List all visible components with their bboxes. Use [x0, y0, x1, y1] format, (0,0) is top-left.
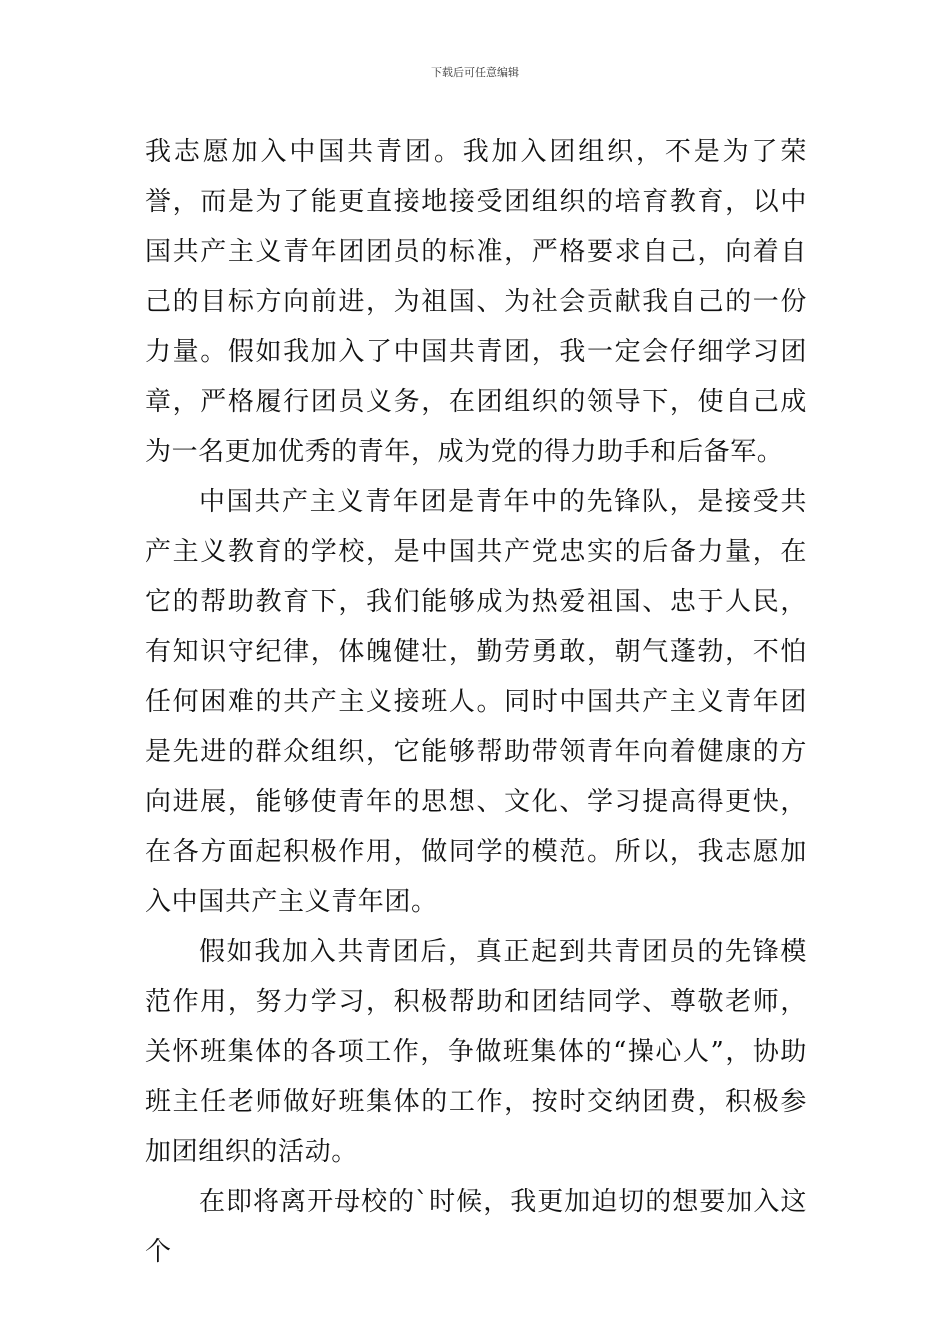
- paragraph-2: 中国共产主义青年团是青年中的先锋队，是接受共产主义教育的学校，是中国共产党忠实的后备力量，在它的帮助教育下，我们能够成为热爱祖国、忠于人民，有知识守纪律，体魄健壮，勤劳勇敢，朝气蓬勃，不怕任何困难的共产主义接班人。同时中国共产主义青年团是先进的群众组织，它能够帮助带领青年向着健康的方向进展，能够使青年的思想、文化、学习提高得更快，在各方面起积极作用，做同学的模范。所以，我志愿加入中国共产主义青年团。: [145, 487, 807, 917]
- paragraph-1: 我志愿加入中国共青团。我加入团组织，不是为了荣誉，而是为了能更直接地接受团组织的培育教育，以中国共产主义青年团团员的标准，严格要求自己，向着自己的目标方向前进，为祖国、为社会贡献我自己的一份力量。假如我加入了中国共青团，我一定会仔细学习团章，严格履行团员义务，在团组织的领导下，使自己成为一名更加优秀的青年，成为党的得力助手和后备军。: [145, 137, 807, 467]
- paragraph-3: 假如我加入共青团后，真正起到共青团员的先锋模范作用，努力学习，积极帮助和团结同学、尊敬老师，关怀班集体的各项工作，争做班集体的“操心人”，协助班主任老师做好班集体的工作，按时交纳团费，积极参加团组织的活动。: [145, 937, 807, 1167]
- document-body: [145, 127, 807, 1277]
- page-header: 下载后可任意编辑: [431, 66, 519, 79]
- paragraph-4: 在即将离开母校的`时候，我更加迫切的想要加入这个: [145, 1187, 807, 1267]
